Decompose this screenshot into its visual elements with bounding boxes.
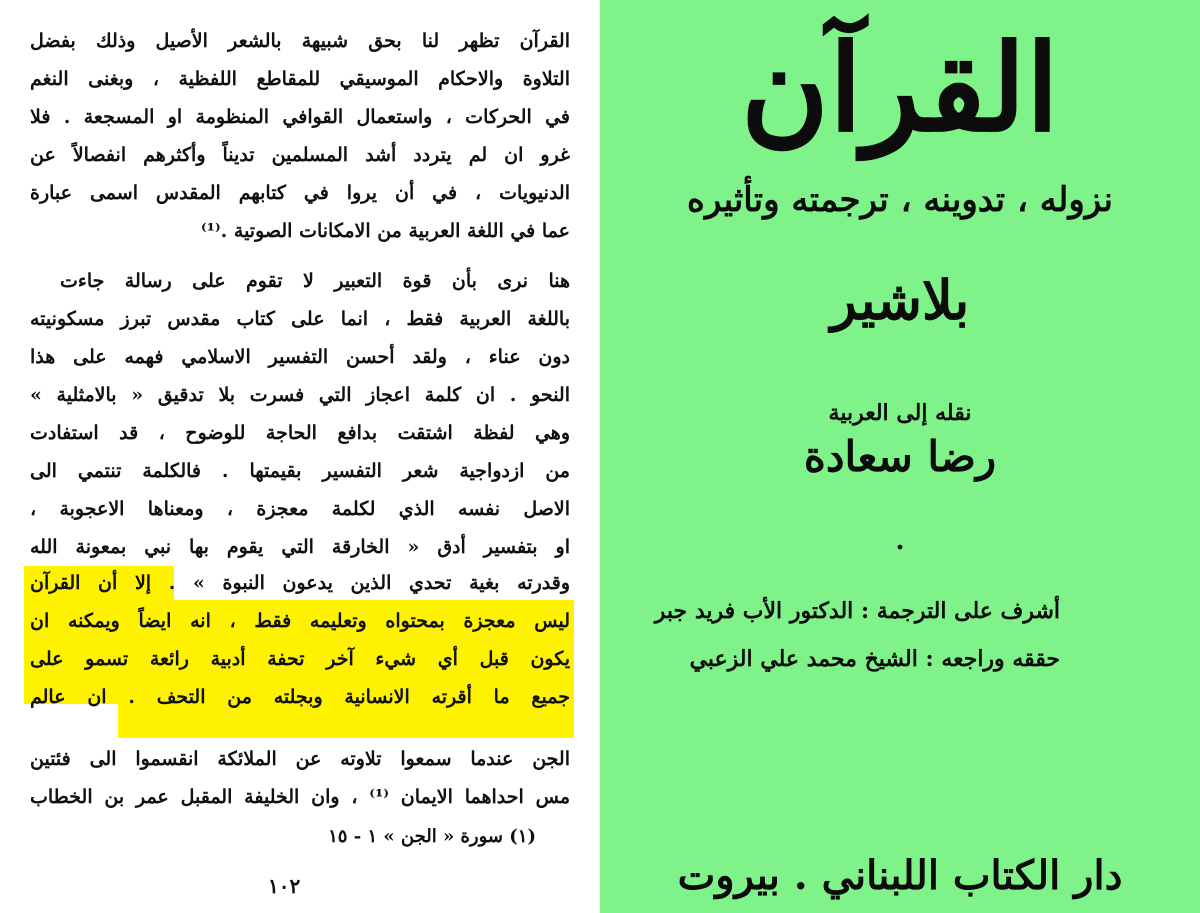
cover-title: القرآن (740, 18, 1060, 159)
text-line: وقدرته بغية تحدي الذين يدعون النبوة » . إلا أن القرآن (30, 572, 570, 594)
text-line: مس احداهما الايمان ⁽¹⁾ ، وان الخليفة المقبل عمر بن الخطاب (30, 786, 570, 808)
cover-author: بلاشير (830, 268, 970, 332)
text-line: او بتفسير أدق « الخارقة التي يقوم بها نبي بمعونة الله (30, 536, 570, 558)
cover-translator: رضا سعادة (803, 432, 997, 481)
text-line: باللغة العربية فقط ، انما على كتاب مقدس تبرز مسكونيته (30, 308, 570, 330)
cover-reviewer: حققه وراجعه : الشيخ محمد علي الزعبي (689, 646, 1060, 672)
text-line: ليس معجزة بمحتواه وتعليمه فقط ، انه ايضاً ويمكنه ان (30, 610, 570, 632)
text-line: دون عناء ، ولقد أحسن التفسير الاسلامي فهمه على هذا (30, 346, 570, 368)
text-line: الجن عندما سمعوا تلاوته عن الملائكة انقسموا الى فئتين (30, 748, 570, 770)
cover-subtitle: نزوله ، تدوينه ، ترجمته وتأثيره (687, 180, 1113, 220)
book-cover (600, 0, 1200, 913)
text-line: الاصل نفسه الذي لكلمة معجزة ، ومعناها الاعجوبة ، (30, 498, 570, 520)
text-line: غرو ان لم يتردد أشد المسلمين تديناً وأكثرهم انفصالاً عن (30, 144, 570, 166)
text-line: التلاوة والاحكام الموسيقي للمقاطع اللفظية ، وبغنى النغم (30, 68, 570, 90)
text-line: يكون قبل أي شيء آخر تحفة أدبية رائعة تسمو على (30, 648, 570, 670)
cover-dot: . (895, 526, 905, 556)
text-line: وهي لفظة اشتقت بدافع الحاجة للوضوح ، قد استفادت (30, 422, 570, 444)
footnote: (١) سورة « الجن » ١ - ١٥ (328, 826, 536, 847)
text-line: الدنيويات ، في أن يروا في كتابهم المقدس اسمى عبارة (30, 182, 570, 204)
text-line: في الحركات ، واستعمال القوافي المنظومة او المسجعة . فلا (30, 106, 570, 128)
text-line: النحو . ان كلمة اعجاز التي فسرت بلا تدقيق « بالامثلية » (30, 384, 570, 406)
cover-supervisor: أشرف على الترجمة : الدكتور الأب فريد جبر (654, 598, 1060, 624)
book-page-left (0, 0, 596, 913)
text-line: عما في اللغة العربية من الامكانات الصوتية .⁽¹⁾ (201, 220, 570, 242)
cover-translated-by: نقله إلى العربية (828, 400, 972, 426)
text-line: من ازدواجية شعر التفسير بقيمتها . فالكلمة تنتمي الى (30, 460, 570, 482)
text-line: هنا نرى بأن قوة التعبير لا تقوم على رسالة جاءت (60, 270, 570, 292)
text-line: القرآن تظهر لنا بحق شبيهة بالشعر الأصيل وذلك بفضل (30, 30, 570, 52)
cover-publisher: دار الكتاب اللبناني . بيروت (677, 852, 1123, 899)
text-line: جميع ما أقرته الانسانية وبجلته من التحف . ان عالم (30, 686, 570, 708)
page-number: ١٠٢ (268, 874, 301, 898)
